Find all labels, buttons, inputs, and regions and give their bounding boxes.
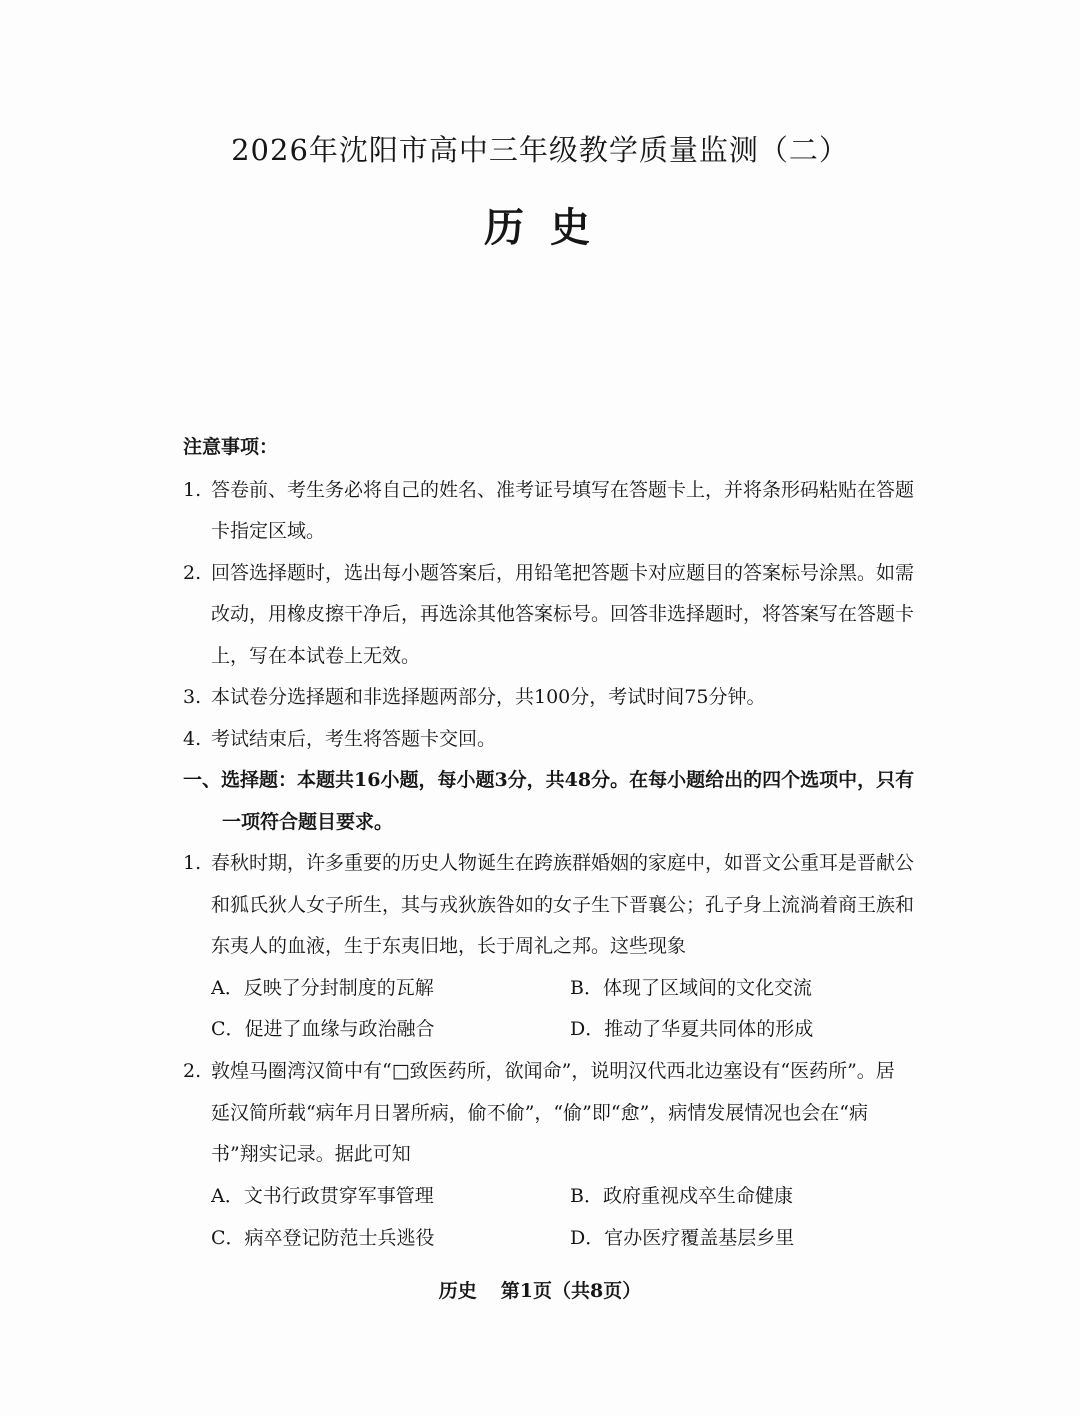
footer-page-number: 第1页（共8页） (500, 1280, 642, 1302)
notice-item-3-text: 本试卷分选择题和非选择题两部分，共100分，考试时间75分钟。 (211, 686, 766, 708)
question-2-option-c: C．病卒登记防范士兵逃役 (211, 1227, 435, 1249)
footer-subject: 历史 (438, 1280, 477, 1302)
page-footer (0, 1276, 1080, 1303)
question-1-line-2: 和狐氏狄人女子所生，其与戎狄族咎如的女子生下晋襄公；孔子身上流淌着商王族和 (211, 894, 915, 916)
notice-item-1-line-2: 卡指定区域。 (211, 520, 326, 542)
question-1-option-b: B．体现了区域间的文化交流 (570, 977, 812, 999)
question-2-line-2: 延汉简所载“病年月日署所病，偷不偷”，“偷”即“愈”，病情发展情况也会在“病 (211, 1102, 868, 1124)
notice-item-4-text: 考试结束后，考生将答题卡交回。 (211, 728, 497, 750)
notice-item-3-number: 3. (183, 686, 202, 708)
notice-item-3 (183, 685, 765, 709)
notice-item-4-number: 4. (183, 728, 202, 750)
notice-item-2-line-1 (183, 561, 914, 585)
notice-item-1-line-1 (183, 478, 914, 502)
exam-title: 2026年沈阳市高中三年级教学质量监测（二） (231, 133, 849, 167)
notice-item-1-text: 答卷前、考生务必将自己的姓名、准考证号填写在答题卡上，并将条形码粘贴在答题 (211, 479, 915, 501)
question-1-text: 春秋时期，许多重要的历史人物诞生在跨族群婚姻的家庭中，如晋文公重耳是晋献公 (211, 852, 915, 874)
question-1-line-3: 东夷人的血液，生于东夷旧地，长于周礼之邦。这些现象 (211, 935, 687, 957)
notice-item-4 (183, 727, 496, 751)
question-2-option-a: A．文书行政贯穿军事管理 (211, 1185, 434, 1207)
question-2-option-b: B．政府重视戍卒生命健康 (570, 1185, 793, 1207)
notice-item-2-number: 2. (183, 562, 202, 584)
question-1-line-1 (183, 851, 914, 875)
question-1-option-d: D．推动了华夏共同体的形成 (570, 1018, 814, 1040)
question-2-line-3: 书”翔实记录。据此可知 (211, 1143, 411, 1165)
question-1-option-a: A．反映了分封制度的瓦解 (211, 977, 434, 999)
notice-item-2-line-3: 上，写在本试卷上无效。 (211, 645, 421, 667)
question-2-line-1 (183, 1059, 895, 1083)
question-1-option-c: C．促进了血缘与政治融合 (211, 1018, 435, 1040)
notice-item-2-line-2: 改动，用橡皮擦干净后，再选涂其他答案标号。回答非选择题时，将答案写在答题卡 (211, 603, 915, 625)
notice-item-1-number: 1. (183, 479, 202, 501)
notice-item-2-text: 回答选择题时，选出每小题答案后，用铅笔把答题卡对应题目的答案标号涂黑。如需 (211, 562, 915, 584)
question-2-option-d: D．官办医疗覆盖基层乡里 (570, 1227, 795, 1249)
section-heading-line-2: 一项符合题目要求。 (222, 811, 394, 833)
notice-heading: 注意事项： (183, 436, 279, 458)
question-1-number: 1. (183, 852, 202, 874)
section-heading-line-1: 一、选择题：本题共16小题，每小题3分，共48分。在每小题给出的四个选项中，只有 (183, 769, 915, 791)
question-2-number: 2. (183, 1060, 202, 1082)
question-2-text: 敦煌马圈湾汉简中有“□致医药所，欲闻命”，说明汉代西北边塞设有“医药所”。居 (211, 1060, 895, 1082)
subject-title: 历 史 (484, 204, 596, 251)
